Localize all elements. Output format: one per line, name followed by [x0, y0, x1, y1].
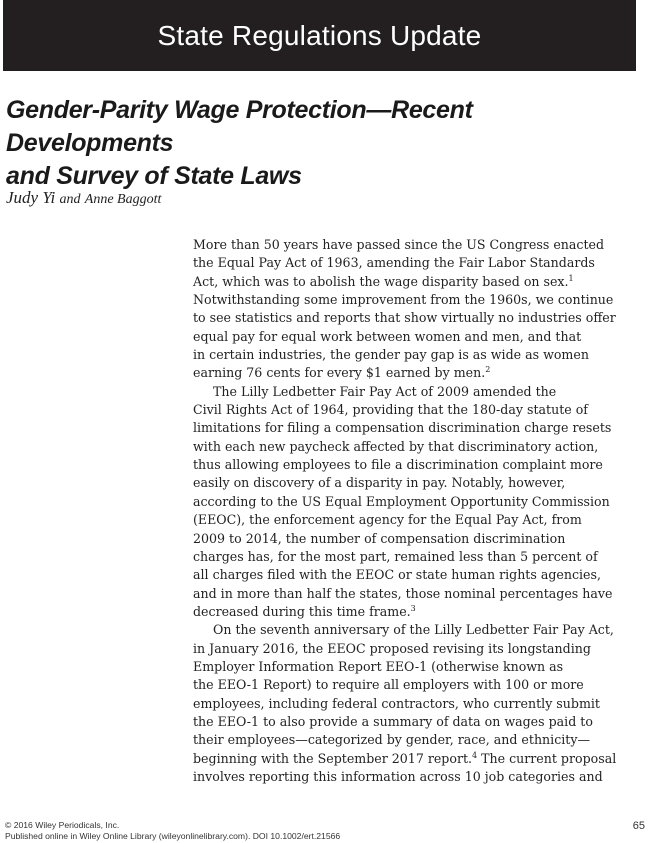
footnote-ref-2: 2	[485, 365, 491, 375]
body-line: the EEO-1 to also provide a summary of data on wages paid to	[193, 713, 593, 729]
author-1: Judy Yi	[6, 188, 56, 207]
copyright-notice: © 2016 Wiley Periodicals, Inc.	[5, 820, 120, 830]
article-title	[6, 94, 626, 193]
body-line: all charges filed with the EEOC or state human rights agencies,	[193, 567, 601, 583]
section-banner-text: State Regulations Update	[157, 19, 482, 51]
author-joiner: and	[59, 192, 81, 207]
body-line: easily on discovery of a disparity in pay. Notably, however,	[193, 475, 566, 491]
page-number: 65	[632, 820, 645, 832]
body-line: equal pay for equal work between women and men, and that	[193, 328, 582, 344]
body-line: employees, including federal contractors, who currently submit	[193, 695, 600, 711]
section-banner	[3, 0, 636, 71]
body-line: earning 76 cents for every $1 earned by men.$^2$	[193, 365, 491, 381]
body-line: 2009 to 2014, the number of compensation discrimination	[193, 530, 566, 546]
body-line: thus allowing employees to file a discrimination complaint more	[193, 457, 603, 473]
body-line: Notwithstanding some improvement from the 1960s, we continue	[193, 292, 614, 308]
body-line: involves reporting this information across 10 job categories and	[193, 768, 603, 784]
page-footer	[5, 820, 340, 842]
body-line: in certain industries, the gender pay gap is as wide as women	[193, 347, 589, 363]
body-line: limitations for filing a compensation discrimination charge resets	[193, 420, 612, 436]
body-line: On the seventh anniversary of the Lilly Ledbetter Fair Pay Act,	[213, 622, 614, 638]
footnote-ref-4: 4	[472, 750, 478, 760]
article-body	[193, 236, 633, 786]
body-line: with each new paycheck affected by that discriminatory action,	[193, 438, 599, 454]
article-title-line-1: Gender-Parity Wage Protection—Recent Developments	[6, 96, 473, 157]
body-line: decreased during this time frame.$^3$	[193, 603, 416, 619]
body-line: the EEO-1 Report) to require all employers with 100 or more	[193, 677, 584, 693]
body-line: Employer Information Report EEO-1 (otherwise known as	[193, 658, 564, 674]
body-line: in January 2016, the EEOC proposed revising its longstanding	[193, 640, 591, 656]
body-line: beginning with the September 2017 report.$^4$ The current proposal	[193, 750, 617, 766]
body-line: More than 50 years have passed since the US Congress enacted	[193, 237, 605, 252]
author-2: Anne Baggott	[84, 192, 162, 207]
publication-info: Published online in Wiley Online Library (wileyonlinelibrary.com). DOI 10.1002/ert.21566	[5, 831, 341, 841]
body-line: Civil Rights Act of 1964, providing that the 180-day statute of	[193, 402, 588, 418]
body-line: according to the US Equal Employment Opportunity Commission	[193, 493, 610, 509]
footnote-ref-1: 1	[568, 273, 574, 283]
body-line: Act, which was to abolish the wage disparity based on sex.$^1$	[193, 273, 574, 289]
body-line: and in more than half the states, those nominal percentages have	[193, 585, 613, 601]
footnote-ref-3: 3	[410, 603, 416, 613]
article-title-line-2: and Survey of State Laws	[6, 162, 302, 190]
body-line: charges has, for the most part, remained less than 5 percent of	[193, 548, 598, 564]
body-line: their employees—categorized by gender, race, and ethnicity—	[193, 732, 591, 748]
body-line: (EEOC), the enforcement agency for the Equal Pay Act, from	[193, 512, 582, 528]
body-line: the Equal Pay Act of 1963, amending the Fair Labor Standards	[193, 255, 595, 271]
body-line: The Lilly Ledbetter Fair Pay Act of 2009 amended the	[213, 383, 557, 399]
article-authors	[6, 188, 161, 208]
body-line: to see statistics and reports that show virtually no industries offer	[193, 310, 616, 326]
